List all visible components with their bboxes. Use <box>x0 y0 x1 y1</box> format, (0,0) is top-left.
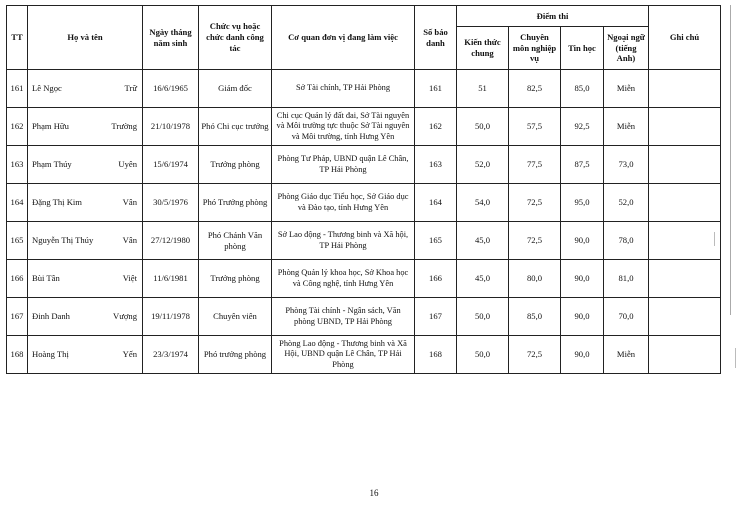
note <box>649 222 721 260</box>
table-row <box>7 146 721 184</box>
organization: Phòng Tài chính - Ngân sách, Văn phòng UBND, TP Hải Phòng <box>272 298 415 336</box>
candidate-number: 166 <box>415 260 457 298</box>
header-co-quan: Cơ quan đơn vị đang làm việc <box>272 6 415 70</box>
given-name: Trường <box>111 121 137 132</box>
table-row <box>7 298 721 336</box>
score-general-knowledge: 52,0 <box>457 146 509 184</box>
birth-date: 30/5/1976 <box>143 184 199 222</box>
header-ghi-chu: Ghi chú <box>649 6 721 70</box>
header-tt: TT <box>7 6 28 70</box>
table-row <box>7 260 721 298</box>
score-english: Miễn <box>604 108 649 146</box>
score-english: 52,0 <box>604 184 649 222</box>
organization: Sở Tài chính, TP Hải Phòng <box>272 70 415 108</box>
score-informatics: 90,0 <box>561 260 604 298</box>
score-general-knowledge: 50,0 <box>457 336 509 374</box>
family-middle-name: Đặng Thị Kim <box>32 197 82 208</box>
score-english: 70,0 <box>604 298 649 336</box>
score-professional: 85,0 <box>509 298 561 336</box>
header-ngoai-ngu: Ngoại ngữ (tiếng Anh) <box>604 27 649 70</box>
position: Trưởng phòng <box>199 260 272 298</box>
full-name <box>28 184 143 222</box>
note <box>649 108 721 146</box>
organization: Phòng Quản lý khoa học, Sở Khoa học và Công nghệ, tỉnh Hưng Yên <box>272 260 415 298</box>
given-name: Việt <box>122 273 137 284</box>
given-name: Trữ <box>124 83 137 94</box>
given-name: Yến <box>122 349 137 360</box>
candidate-number: 167 <box>415 298 457 336</box>
score-informatics: 92,5 <box>561 108 604 146</box>
score-professional: 72,5 <box>509 184 561 222</box>
birth-date: 19/11/1978 <box>143 298 199 336</box>
family-middle-name: Phạm Thúy <box>32 159 72 170</box>
full-name <box>28 298 143 336</box>
score-informatics: 90,0 <box>561 298 604 336</box>
header-tin-hoc: Tin học <box>561 27 604 70</box>
table-body <box>7 70 721 374</box>
score-informatics: 85,0 <box>561 70 604 108</box>
candidate-number: 163 <box>415 146 457 184</box>
position: Phó Trưởng phòng <box>199 184 272 222</box>
score-english: 81,0 <box>604 260 649 298</box>
header-chuyen-mon: Chuyên môn nghiệp vụ <box>509 27 561 70</box>
score-informatics: 90,0 <box>561 336 604 374</box>
scan-mark <box>714 232 715 246</box>
organization: Chi cục Quản lý đất đai, Sở Tài nguyên và Môi trường tực thuộc Sở Tài nguyên và Môi trường, tỉnh Hưng Yên <box>272 108 415 146</box>
score-professional: 57,5 <box>509 108 561 146</box>
score-professional: 77,5 <box>509 146 561 184</box>
position: Phó Chi cục trưởng <box>199 108 272 146</box>
family-middle-name: Phạm Hữu <box>32 121 69 132</box>
note <box>649 336 721 374</box>
family-middle-name: Bùi Tân <box>32 273 60 284</box>
full-name <box>28 260 143 298</box>
page-number: 16 <box>369 488 379 498</box>
score-general-knowledge: 54,0 <box>457 184 509 222</box>
note <box>649 70 721 108</box>
full-name <box>28 70 143 108</box>
given-name: Vân <box>122 197 137 208</box>
full-name <box>28 108 143 146</box>
note <box>649 298 721 336</box>
table-row <box>7 184 721 222</box>
position: Giám đốc <box>199 70 272 108</box>
candidate-number: 165 <box>415 222 457 260</box>
score-english: Miễn <box>604 336 649 374</box>
family-middle-name: Đinh Danh <box>32 311 70 322</box>
row-number: 168 <box>7 336 28 374</box>
row-number: 166 <box>7 260 28 298</box>
score-general-knowledge: 50,0 <box>457 298 509 336</box>
family-middle-name: Nguyễn Thị Thúy <box>32 235 94 246</box>
score-professional: 80,0 <box>509 260 561 298</box>
table-row <box>7 336 721 374</box>
birth-date: 16/6/1965 <box>143 70 199 108</box>
score-informatics: 95,0 <box>561 184 604 222</box>
position: Phó Chánh Văn phòng <box>199 222 272 260</box>
birth-date: 23/3/1974 <box>143 336 199 374</box>
score-professional: 72,5 <box>509 336 561 374</box>
given-name: Vượng <box>112 311 137 322</box>
results-table <box>6 5 721 374</box>
score-general-knowledge: 45,0 <box>457 260 509 298</box>
scan-mark <box>735 348 736 368</box>
candidate-number: 162 <box>415 108 457 146</box>
birth-date: 15/6/1974 <box>143 146 199 184</box>
organization: Phòng Tư Pháp, UBND quận Lê Chân, TP Hải Phòng <box>272 146 415 184</box>
header-ngay-sinh: Ngày tháng năm sinh <box>143 6 199 70</box>
score-general-knowledge: 51 <box>457 70 509 108</box>
row-number: 163 <box>7 146 28 184</box>
given-name: Vân <box>122 235 137 246</box>
family-middle-name: Hoàng Thị <box>32 349 69 360</box>
table-row <box>7 70 721 108</box>
family-middle-name: Lê Ngọc <box>32 83 62 94</box>
row-number: 162 <box>7 108 28 146</box>
margin-rule <box>730 5 731 315</box>
candidate-number: 161 <box>415 70 457 108</box>
note <box>649 184 721 222</box>
full-name <box>28 146 143 184</box>
header-so-bao-danh: Số báo danh <box>415 6 457 70</box>
full-name <box>28 222 143 260</box>
header-ho-ten: Họ và tên <box>28 6 143 70</box>
table-row <box>7 222 721 260</box>
score-general-knowledge: 50,0 <box>457 108 509 146</box>
organization: Phòng Giáo dục Tiểu học, Sở Giáo dục và Đào tạo, tỉnh Hưng Yên <box>272 184 415 222</box>
organization: Sở Lao động - Thương binh và Xã hội, TP Hải Phòng <box>272 222 415 260</box>
row-number: 165 <box>7 222 28 260</box>
header-kien-thuc-chung: Kiến thức chung <box>457 27 509 70</box>
candidate-number: 164 <box>415 184 457 222</box>
score-informatics: 90,0 <box>561 222 604 260</box>
organization: Phòng Lao động - Thương binh và Xã Hội, UBND quận Lê Chân, TP Hải Phòng <box>272 336 415 374</box>
score-informatics: 87,5 <box>561 146 604 184</box>
row-number: 164 <box>7 184 28 222</box>
score-english: 78,0 <box>604 222 649 260</box>
header-diem-thi: Điểm thi <box>457 6 649 27</box>
note <box>649 260 721 298</box>
note <box>649 146 721 184</box>
birth-date: 27/12/1980 <box>143 222 199 260</box>
candidate-number: 168 <box>415 336 457 374</box>
score-english: Miễn <box>604 70 649 108</box>
given-name: Uyên <box>118 159 137 170</box>
position: Trưởng phòng <box>199 146 272 184</box>
row-number: 167 <box>7 298 28 336</box>
score-professional: 72,5 <box>509 222 561 260</box>
birth-date: 11/6/1981 <box>143 260 199 298</box>
score-general-knowledge: 45,0 <box>457 222 509 260</box>
header-chuc-vu: Chức vụ hoặc chức danh công tác <box>199 6 272 70</box>
full-name <box>28 336 143 374</box>
score-english: 73,0 <box>604 146 649 184</box>
score-professional: 82,5 <box>509 70 561 108</box>
table-row <box>7 108 721 146</box>
position: Chuyên viên <box>199 298 272 336</box>
birth-date: 21/10/1978 <box>143 108 199 146</box>
row-number: 161 <box>7 70 28 108</box>
position: Phó trưởng phòng <box>199 336 272 374</box>
